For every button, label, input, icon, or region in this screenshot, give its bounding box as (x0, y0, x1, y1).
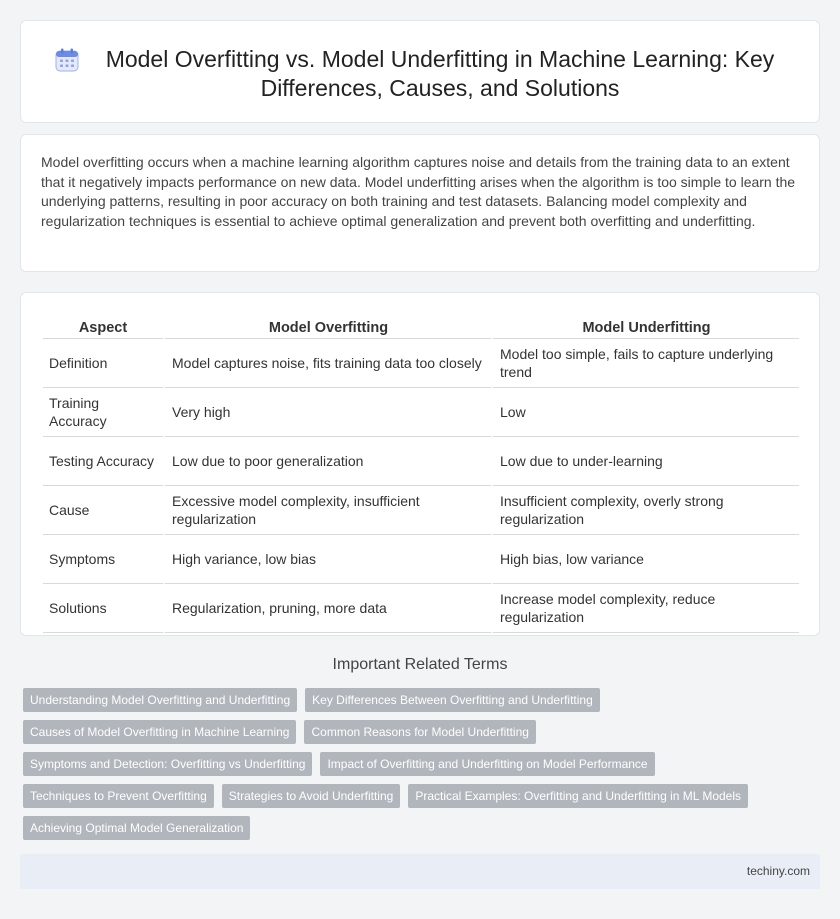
footer (20, 854, 820, 889)
tag-row (23, 816, 813, 840)
row-overfitting: Very high (163, 388, 491, 437)
row-aspect: Definition (43, 339, 163, 388)
table-row (43, 437, 799, 486)
row-aspect: Symptoms (43, 535, 163, 584)
page-title: Model Overfitting vs. Model Underfitting in Machine Learning: Key Differences, Causes, and Solutions (105, 46, 775, 101)
row-overfitting: Excessive model complexity, insufficient regularization (163, 486, 491, 535)
related-term-link[interactable]: Practical Examples: Overfitting and Underfitting in ML Models (408, 784, 748, 808)
intro-card (20, 134, 820, 272)
tag-row (23, 784, 813, 808)
header-card (20, 20, 820, 123)
footer-site-name: techiny.com (746, 864, 810, 878)
related-term-link[interactable]: Key Differences Between Overfitting and Underfitting (305, 688, 600, 712)
row-underfitting: Insufficient complexity, overly strong regularization (491, 486, 799, 535)
related-term-link[interactable]: Techniques to Prevent Overfitting (23, 784, 214, 808)
intro-text: Model overfitting occurs when a machine learning algorithm captures noise and details from the training data to an extent that it negatively impacts performance on new data. Model underfitting arises when the algorithm is too simple to learn the underlying patterns, resulting in poor accuracy on both training and test datasets. Balancing model complexity and regularization techniques is essential to achieve optimal generalization and prevent both overfitting and underfitting. (41, 154, 796, 229)
row-overfitting: High variance, low bias (163, 535, 491, 584)
tag-row (23, 720, 813, 744)
row-underfitting: Model too simple, fails to capture underlying trend (491, 339, 799, 388)
row-overfitting: Regularization, pruning, more data (163, 584, 491, 633)
tag-row (23, 688, 813, 712)
related-term-link[interactable]: Symptoms and Detection: Overfitting vs Underfitting (23, 752, 312, 776)
table-row (43, 339, 799, 388)
related-term-link[interactable]: Common Reasons for Model Underfitting (304, 720, 535, 744)
header-aspect: Aspect (43, 315, 163, 339)
related-terms-title: Important Related Terms (332, 656, 508, 673)
table-row (43, 535, 799, 584)
row-underfitting: Increase model complexity, reduce regularization (491, 584, 799, 633)
row-underfitting: High bias, low variance (491, 535, 799, 584)
related-term-link[interactable]: Understanding Model Overfitting and Underfitting (23, 688, 297, 712)
row-underfitting: Low due to under-learning (491, 437, 799, 486)
related-term-link[interactable]: Strategies to Avoid Underfitting (222, 784, 401, 808)
header-underfitting: Model Underfitting (491, 315, 799, 339)
calendar-icon (54, 47, 80, 73)
row-overfitting: Low due to poor generalization (163, 437, 491, 486)
comparison-card (20, 292, 820, 636)
header-overfitting: Model Overfitting (163, 315, 491, 339)
comparison-table (43, 315, 799, 633)
row-overfitting: Model captures noise, fits training data too closely (163, 339, 491, 388)
table-row (43, 388, 799, 437)
row-aspect: Solutions (43, 584, 163, 633)
row-underfitting: Low (491, 388, 799, 437)
row-aspect: Training Accuracy (43, 388, 163, 437)
related-term-link[interactable]: Impact of Overfitting and Underfitting on Model Performance (320, 752, 654, 776)
row-aspect: Cause (43, 486, 163, 535)
table-row (43, 584, 799, 633)
row-aspect: Testing Accuracy (43, 437, 163, 486)
tag-row (23, 752, 813, 776)
related-term-link[interactable]: Achieving Optimal Model Generalization (23, 816, 250, 840)
related-term-link[interactable]: Causes of Model Overfitting in Machine Learning (23, 720, 296, 744)
table-row (43, 486, 799, 535)
related-terms-list (23, 688, 813, 848)
table-header-row (43, 315, 799, 339)
